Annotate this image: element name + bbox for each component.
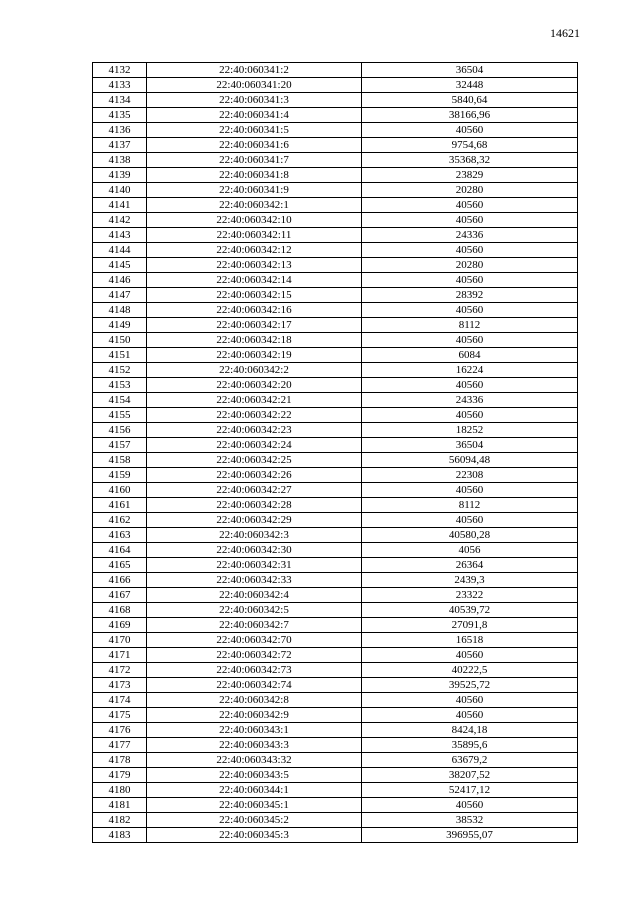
row-number-cell: 4132 (93, 63, 147, 78)
value-cell: 40560 (362, 648, 578, 663)
value-cell: 24336 (362, 228, 578, 243)
value-cell: 18252 (362, 423, 578, 438)
value-cell: 35895,6 (362, 738, 578, 753)
value-cell: 6084 (362, 348, 578, 363)
row-number-cell: 4155 (93, 408, 147, 423)
table-row (93, 243, 578, 258)
row-number-cell: 4154 (93, 393, 147, 408)
cadastral-number-cell: 22:40:060341:8 (147, 168, 362, 183)
value-cell: 22308 (362, 468, 578, 483)
row-number-cell: 4158 (93, 453, 147, 468)
row-number-cell: 4175 (93, 708, 147, 723)
cadastral-number-cell: 22:40:060342:4 (147, 588, 362, 603)
table-row (93, 303, 578, 318)
value-cell: 40560 (362, 483, 578, 498)
cadastral-number-cell: 22:40:060343:5 (147, 768, 362, 783)
table-row (93, 483, 578, 498)
cadastral-number-cell: 22:40:060342:3 (147, 528, 362, 543)
value-cell: 23322 (362, 588, 578, 603)
cadastral-number-cell: 22:40:060342:27 (147, 483, 362, 498)
table-row (93, 198, 578, 213)
row-number-cell: 4183 (93, 828, 147, 843)
cadastral-number-cell: 22:40:060341:9 (147, 183, 362, 198)
value-cell: 40560 (362, 243, 578, 258)
value-cell: 40560 (362, 273, 578, 288)
row-number-cell: 4144 (93, 243, 147, 258)
row-number-cell: 4161 (93, 498, 147, 513)
row-number-cell: 4147 (93, 288, 147, 303)
value-cell: 38166,96 (362, 108, 578, 123)
table-row (93, 558, 578, 573)
cadastral-number-cell: 22:40:060342:26 (147, 468, 362, 483)
value-cell: 40222,5 (362, 663, 578, 678)
row-number-cell: 4160 (93, 483, 147, 498)
value-cell: 40539,72 (362, 603, 578, 618)
cadastral-number-cell: 22:40:060342:12 (147, 243, 362, 258)
cadastral-number-cell: 22:40:060342:9 (147, 708, 362, 723)
cadastral-number-cell: 22:40:060342:30 (147, 543, 362, 558)
cadastral-number-cell: 22:40:060342:5 (147, 603, 362, 618)
value-cell: 4056 (362, 543, 578, 558)
row-number-cell: 4138 (93, 153, 147, 168)
row-number-cell: 4137 (93, 138, 147, 153)
cadastral-number-cell: 22:40:060343:3 (147, 738, 362, 753)
cadastral-number-cell: 22:40:060342:22 (147, 408, 362, 423)
table-row (93, 528, 578, 543)
value-cell: 16224 (362, 363, 578, 378)
cadastral-number-cell: 22:40:060342:23 (147, 423, 362, 438)
row-number-cell: 4145 (93, 258, 147, 273)
row-number-cell: 4181 (93, 798, 147, 813)
row-number-cell: 4136 (93, 123, 147, 138)
table-row (93, 318, 578, 333)
table-row (93, 348, 578, 363)
table-row (93, 678, 578, 693)
table-row (93, 78, 578, 93)
cadastral-number-cell: 22:40:060342:7 (147, 618, 362, 633)
value-cell: 40560 (362, 198, 578, 213)
value-cell: 40560 (362, 708, 578, 723)
row-number-cell: 4148 (93, 303, 147, 318)
cadastral-table (92, 62, 578, 843)
row-number-cell: 4162 (93, 513, 147, 528)
value-cell: 396955,07 (362, 828, 578, 843)
table-row (93, 423, 578, 438)
value-cell: 40560 (362, 123, 578, 138)
cadastral-number-cell: 22:40:060342:24 (147, 438, 362, 453)
value-cell: 40560 (362, 213, 578, 228)
table-row (93, 273, 578, 288)
cadastral-number-cell: 22:40:060344:1 (147, 783, 362, 798)
row-number-cell: 4165 (93, 558, 147, 573)
value-cell: 40560 (362, 693, 578, 708)
cadastral-number-cell: 22:40:060342:74 (147, 678, 362, 693)
row-number-cell: 4142 (93, 213, 147, 228)
row-number-cell: 4140 (93, 183, 147, 198)
value-cell: 35368,32 (362, 153, 578, 168)
cadastral-number-cell: 22:40:060342:15 (147, 288, 362, 303)
table-body (93, 63, 578, 843)
table-row (93, 288, 578, 303)
table-row (93, 693, 578, 708)
table-row (93, 63, 578, 78)
cadastral-number-cell: 22:40:060345:1 (147, 798, 362, 813)
table-row (93, 408, 578, 423)
row-number-cell: 4153 (93, 378, 147, 393)
table-row (93, 723, 578, 738)
table-row (93, 663, 578, 678)
cadastral-number-cell: 22:40:060342:10 (147, 213, 362, 228)
value-cell: 40560 (362, 408, 578, 423)
value-cell: 20280 (362, 183, 578, 198)
cadastral-number-cell: 22:40:060342:72 (147, 648, 362, 663)
value-cell: 26364 (362, 558, 578, 573)
cadastral-number-cell: 22:40:060345:2 (147, 813, 362, 828)
row-number-cell: 4139 (93, 168, 147, 183)
cadastral-number-cell: 22:40:060343:32 (147, 753, 362, 768)
table-row (93, 813, 578, 828)
cadastral-number-cell: 22:40:060342:11 (147, 228, 362, 243)
row-number-cell: 4171 (93, 648, 147, 663)
value-cell: 56094,48 (362, 453, 578, 468)
cadastral-number-cell: 22:40:060342:13 (147, 258, 362, 273)
cadastral-number-cell: 22:40:060342:70 (147, 633, 362, 648)
cadastral-number-cell: 22:40:060342:20 (147, 378, 362, 393)
row-number-cell: 4151 (93, 348, 147, 363)
table-row (93, 738, 578, 753)
row-number-cell: 4141 (93, 198, 147, 213)
table-row (93, 183, 578, 198)
table-row (93, 468, 578, 483)
value-cell: 40580,28 (362, 528, 578, 543)
value-cell: 40560 (362, 798, 578, 813)
value-cell: 24336 (362, 393, 578, 408)
row-number-cell: 4159 (93, 468, 147, 483)
row-number-cell: 4166 (93, 573, 147, 588)
cadastral-number-cell: 22:40:060342:17 (147, 318, 362, 333)
value-cell: 40560 (362, 513, 578, 528)
row-number-cell: 4152 (93, 363, 147, 378)
row-number-cell: 4170 (93, 633, 147, 648)
cadastral-number-cell: 22:40:060341:6 (147, 138, 362, 153)
cadastral-number-cell: 22:40:060342:16 (147, 303, 362, 318)
value-cell: 36504 (362, 63, 578, 78)
cadastral-number-cell: 22:40:060342:73 (147, 663, 362, 678)
table-row (93, 543, 578, 558)
table-row (93, 228, 578, 243)
cadastral-number-cell: 22:40:060341:2 (147, 63, 362, 78)
table-row (93, 498, 578, 513)
row-number-cell: 4156 (93, 423, 147, 438)
value-cell: 8112 (362, 318, 578, 333)
value-cell: 36504 (362, 438, 578, 453)
cadastral-number-cell: 22:40:060341:3 (147, 93, 362, 108)
cadastral-number-cell: 22:40:060342:25 (147, 453, 362, 468)
cadastral-number-cell: 22:40:060342:28 (147, 498, 362, 513)
table-row (93, 153, 578, 168)
table-row (93, 783, 578, 798)
table-row (93, 573, 578, 588)
row-number-cell: 4180 (93, 783, 147, 798)
row-number-cell: 4134 (93, 93, 147, 108)
row-number-cell: 4164 (93, 543, 147, 558)
cadastral-number-cell: 22:40:060342:2 (147, 363, 362, 378)
row-number-cell: 4174 (93, 693, 147, 708)
row-number-cell: 4167 (93, 588, 147, 603)
table-row (93, 513, 578, 528)
cadastral-number-cell: 22:40:060341:4 (147, 108, 362, 123)
cadastral-number-cell: 22:40:060342:21 (147, 393, 362, 408)
row-number-cell: 4163 (93, 528, 147, 543)
table-row (93, 648, 578, 663)
cadastral-number-cell: 22:40:060342:19 (147, 348, 362, 363)
value-cell: 27091,8 (362, 618, 578, 633)
value-cell: 52417,12 (362, 783, 578, 798)
row-number-cell: 4168 (93, 603, 147, 618)
row-number-cell: 4178 (93, 753, 147, 768)
cadastral-number-cell: 22:40:060342:29 (147, 513, 362, 528)
value-cell: 5840,64 (362, 93, 578, 108)
value-cell: 32448 (362, 78, 578, 93)
cadastral-number-cell: 22:40:060342:31 (147, 558, 362, 573)
table-row (93, 453, 578, 468)
value-cell: 63679,2 (362, 753, 578, 768)
row-number-cell: 4146 (93, 273, 147, 288)
row-number-cell: 4176 (93, 723, 147, 738)
table-row (93, 798, 578, 813)
row-number-cell: 4177 (93, 738, 147, 753)
row-number-cell: 4157 (93, 438, 147, 453)
table-row (93, 828, 578, 843)
table-row (93, 588, 578, 603)
row-number-cell: 4135 (93, 108, 147, 123)
value-cell: 20280 (362, 258, 578, 273)
table-row (93, 258, 578, 273)
table-row (93, 618, 578, 633)
value-cell: 8424,18 (362, 723, 578, 738)
row-number-cell: 4133 (93, 78, 147, 93)
row-number-cell: 4150 (93, 333, 147, 348)
cadastral-number-cell: 22:40:060343:1 (147, 723, 362, 738)
table-row (93, 768, 578, 783)
table-row (93, 138, 578, 153)
value-cell: 2439,3 (362, 573, 578, 588)
cadastral-number-cell: 22:40:060342:1 (147, 198, 362, 213)
row-number-cell: 4182 (93, 813, 147, 828)
page-number: 14621 (550, 26, 580, 40)
row-number-cell: 4173 (93, 678, 147, 693)
cadastral-number-cell: 22:40:060342:18 (147, 333, 362, 348)
table-row (93, 393, 578, 408)
cadastral-number-cell: 22:40:060341:20 (147, 78, 362, 93)
cadastral-number-cell: 22:40:060341:5 (147, 123, 362, 138)
cadastral-number-cell: 22:40:060341:7 (147, 153, 362, 168)
value-cell: 40560 (362, 303, 578, 318)
table-row (93, 168, 578, 183)
row-number-cell: 4179 (93, 768, 147, 783)
value-cell: 40560 (362, 333, 578, 348)
table-row (93, 633, 578, 648)
table-row (93, 333, 578, 348)
value-cell: 38532 (362, 813, 578, 828)
value-cell: 9754,68 (362, 138, 578, 153)
table-row (93, 753, 578, 768)
cadastral-number-cell: 22:40:060345:3 (147, 828, 362, 843)
value-cell: 23829 (362, 168, 578, 183)
cadastral-number-cell: 22:40:060342:8 (147, 693, 362, 708)
table-row (93, 213, 578, 228)
value-cell: 16518 (362, 633, 578, 648)
cadastral-number-cell: 22:40:060342:14 (147, 273, 362, 288)
value-cell: 38207,52 (362, 768, 578, 783)
table-row (93, 603, 578, 618)
table-row (93, 378, 578, 393)
row-number-cell: 4169 (93, 618, 147, 633)
row-number-cell: 4172 (93, 663, 147, 678)
row-number-cell: 4149 (93, 318, 147, 333)
value-cell: 40560 (362, 378, 578, 393)
table-row (93, 363, 578, 378)
table-row (93, 438, 578, 453)
value-cell: 39525,72 (362, 678, 578, 693)
value-cell: 28392 (362, 288, 578, 303)
table-row (93, 708, 578, 723)
table-row (93, 123, 578, 138)
value-cell: 8112 (362, 498, 578, 513)
table-row (93, 108, 578, 123)
row-number-cell: 4143 (93, 228, 147, 243)
table-row (93, 93, 578, 108)
cadastral-number-cell: 22:40:060342:33 (147, 573, 362, 588)
